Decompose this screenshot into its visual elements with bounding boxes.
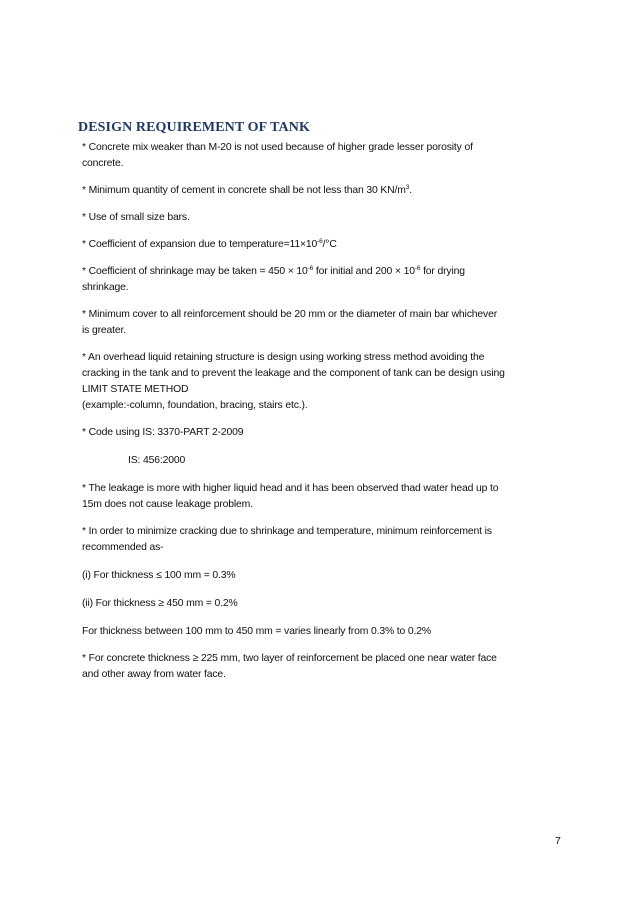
expansion-unit: /°C: [322, 239, 337, 250]
shrinkage-superscript-2: -6: [414, 265, 421, 272]
cover-line-1: * Minimum cover to all reinforcement should be 20 mm or the diameter of main bar whichever: [82, 309, 498, 320]
thick-concrete-line-2: and other away from water face.: [82, 669, 226, 680]
cement-quantity-text: * Minimum quantity of cement in concrete shall be not less than 30 KN/m: [82, 185, 406, 196]
concrete-mix-line-2: concrete.: [82, 158, 124, 169]
overhead-line-1: * An overhead liquid retaining structure is design using working stress method avoiding the: [82, 352, 485, 363]
shrinkage-text-b: for initial and 200 × 10: [313, 266, 415, 277]
code-line-1: * Code using IS: 3370-PART 2-2009: [82, 427, 244, 438]
thickness-line-1: (i) For thickness ≤ 100 mm = 0.3%: [82, 570, 236, 581]
shrinkage-line-2: shrinkage.: [82, 282, 129, 293]
shrinkage-text-a: * Coefficient of shrinkage may be taken = 450 × 10: [82, 266, 308, 277]
shrinkage-text-c: for drying: [420, 266, 465, 277]
code-line-2: IS: 456:2000: [128, 455, 186, 466]
minimize-line-2: recommended as-: [82, 542, 164, 553]
overhead-line-2: cracking in the tank and to prevent the leakage and the component of tank can be design using: [82, 368, 505, 379]
cement-quantity-superscript: 3: [405, 184, 410, 191]
thick-concrete-line-1: * For concrete thickness ≥ 225 mm, two layer of reinforcement be placed one near water face: [82, 653, 497, 664]
leakage-line-1: * The leakage is more with higher liquid head and it has been observed thad water head up to: [82, 483, 499, 494]
page-number: 7: [555, 835, 561, 847]
cover-line-2: is greater.: [82, 325, 126, 336]
leakage-line-2: 15m does not cause leakage problem.: [82, 499, 253, 510]
expansion-text: * Coefficient of expansion due to temperature=11×10: [82, 239, 318, 250]
expansion-line: [82, 237, 337, 253]
concrete-mix-line-1: * Concrete mix weaker than M-20 is not used because of higher grade lesser porosity of: [82, 142, 473, 153]
minimize-line-1: * In order to minimize cracking due to shrinkage and temperature, minimum reinforcement is: [82, 526, 492, 537]
overhead-line-3: LIMIT STATE METHOD: [82, 384, 189, 395]
thickness-line-3: For thickness between 100 mm to 450 mm = varies linearly from 0.3% to 0.2%: [82, 626, 431, 637]
cement-quantity-line: [82, 183, 412, 199]
overhead-line-4: (example:-column, foundation, bracing, stairs etc.).: [82, 400, 308, 411]
expansion-superscript: -6: [317, 238, 323, 245]
small-bars-line: * Use of small size bars.: [82, 212, 190, 223]
shrinkage-line-1: [82, 264, 465, 280]
shrinkage-superscript-1: -6: [307, 265, 314, 272]
thickness-line-2: (ii) For thickness ≥ 450 mm = 0.2%: [82, 598, 238, 609]
page-heading: DESIGN REQUIREMENT OF TANK: [78, 120, 310, 135]
cement-quantity-end: .: [409, 185, 412, 196]
